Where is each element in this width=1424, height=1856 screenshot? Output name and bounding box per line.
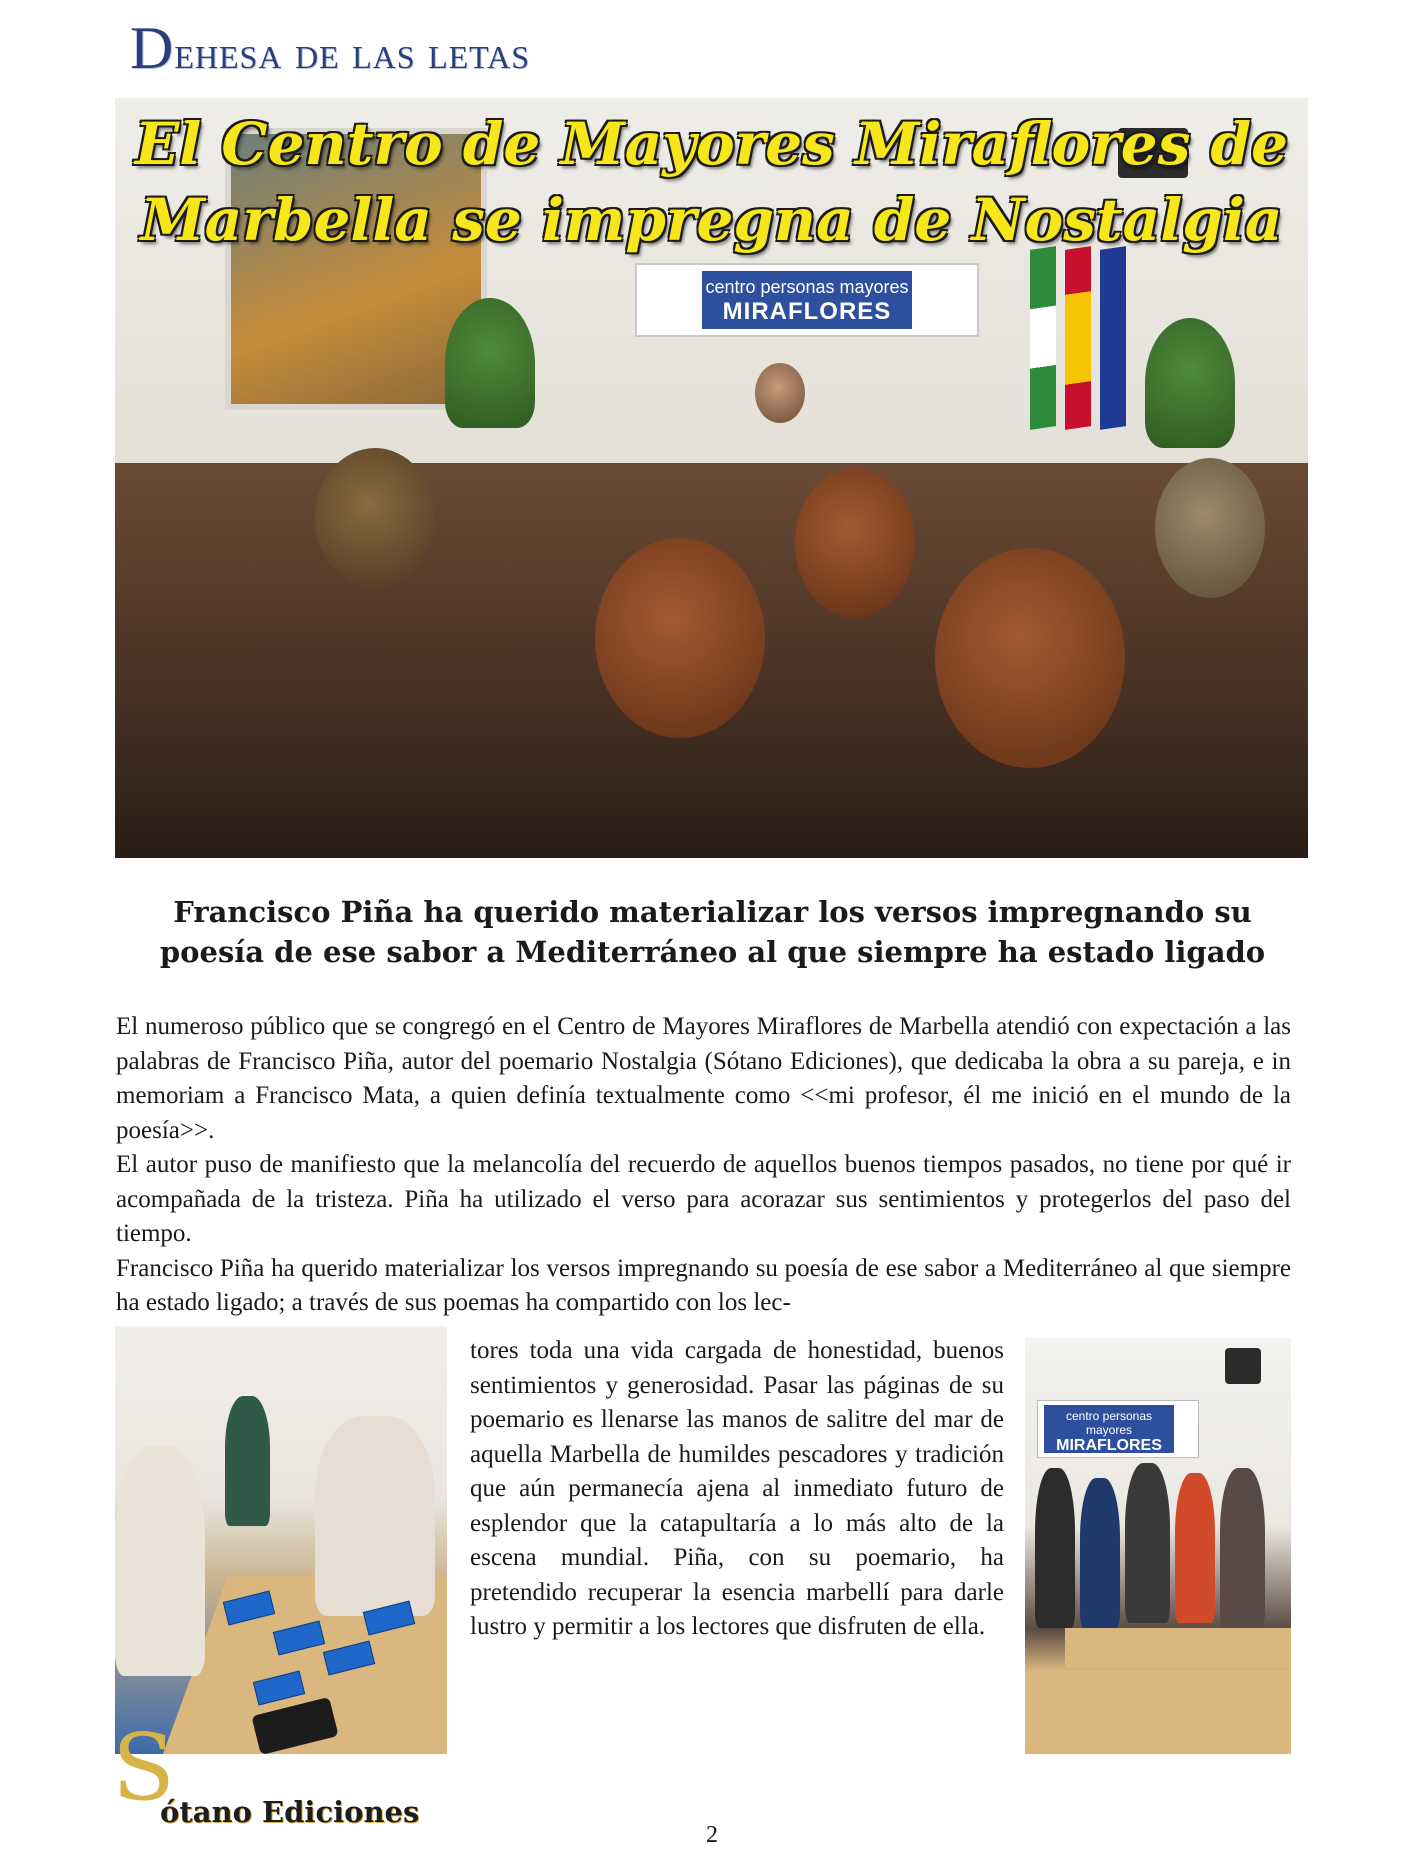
- photo-person: [1175, 1473, 1215, 1623]
- photo-right-sign-line1: centro personas mayores: [1065, 1409, 1153, 1437]
- photo-person: [1125, 1463, 1170, 1623]
- speaker-head: [755, 363, 805, 423]
- audience-head: [935, 548, 1125, 768]
- photo-person: [115, 1446, 205, 1676]
- page-number: 2: [706, 1822, 718, 1848]
- flag-spain: [1065, 246, 1091, 430]
- subtitle-line1: Francisco Piña ha querido materializar los versos impregnando su: [173, 895, 1252, 929]
- hero-plant-left: [445, 298, 535, 428]
- publisher-name: ótano Ediciones: [160, 1795, 420, 1829]
- photo-right-sign-panel: [1044, 1405, 1174, 1453]
- photo-person: [1080, 1478, 1120, 1628]
- hero-plant-right: [1145, 318, 1235, 448]
- hero-photo: [115, 98, 1308, 858]
- hero-sign-line2: MIRAFLORES: [722, 298, 892, 325]
- flag-eu: [1100, 246, 1126, 430]
- hero-center-sign: [635, 263, 979, 337]
- article-column: tores toda una vida cargada de honestidad, buenos sentimientos y generosidad. Pasar las páginas de su poemario es llenarse las manos de salitre del mar de aquella Marbella de humildes pescadores y tradición que aún permanecía ajena al inmediato futuro de esplendor que la catapultaría a lo más alto de la escena mundial. Piña, con su poemario, ha pretendido recuperar la esencia marbellí para darle lustro y permitir a los lectores que disfruten de ella.: [470, 1337, 1004, 1640]
- masthead: [130, 14, 530, 83]
- hero-sign-line1: centro personas mayores: [705, 277, 909, 297]
- masthead-initial: D: [130, 15, 175, 81]
- audience-head: [1155, 458, 1265, 598]
- photo-right-sign-line2: MIRAFLORES: [1056, 1437, 1162, 1454]
- sotano-logo-icon: S: [112, 1714, 176, 1821]
- hero-sign-panel: [702, 271, 912, 329]
- masthead-rest: ehesa de las letas: [174, 27, 531, 78]
- hero-flags: [1030, 248, 1130, 448]
- article-title-line1: El Centro de Mayores Miraflores de: [134, 110, 1288, 178]
- photo-table: [1065, 1628, 1291, 1668]
- audience-head: [795, 468, 915, 618]
- photo-right-sign: [1037, 1400, 1199, 1458]
- article-body: [116, 1010, 1291, 1321]
- article-subtitle: [130, 892, 1295, 972]
- photo-person: [1035, 1468, 1075, 1628]
- photo-person: [1220, 1468, 1265, 1628]
- article-title: [115, 106, 1308, 258]
- photo-signing-table: [115, 1326, 447, 1754]
- photo-speaker-box: [1225, 1348, 1261, 1384]
- audience-head: [595, 538, 765, 738]
- photo-group: [1025, 1338, 1291, 1754]
- subtitle-line2: poesía de ese sabor a Mediterráneo al que siempre ha estado ligado: [159, 935, 1266, 969]
- body-paragraph-3: Francisco Piña ha querido materializar los versos impregnando su poesía de ese sabor a Mediterráneo al que siempre ha estado ligado; a través de sus poemas ha compartido con los lec-: [116, 1254, 1291, 1316]
- body-paragraph-2: El autor puso de manifiesto que la melancolía del recuerdo de aquellos buenos tiempos pasados, no tiene por qué ir acompañada de la tristeza. Piña ha utilizado el verso para acorazar sus sentimientos y protegerlos del paso del tiempo.: [116, 1151, 1291, 1247]
- photo-person: [225, 1396, 270, 1526]
- flag-andalucia: [1030, 246, 1056, 430]
- body-paragraph-1: El numeroso público que se congregó en el Centro de Mayores Miraflores de Marbella atendió con expectación a las palabras de Francisco Piña, autor del poemario Nostalgia (Sótano Ediciones), que dedicaba la obra a su pareja, e in memoriam a Francisco Mata, a quien definía textualmente como <<mi profesor, él me inició en el mundo de la poesía>>.: [116, 1013, 1291, 1144]
- article-title-line2: Marbella se impregna de Nostalgia: [140, 186, 1283, 254]
- photo-person: [315, 1416, 435, 1616]
- audience-head: [315, 448, 435, 588]
